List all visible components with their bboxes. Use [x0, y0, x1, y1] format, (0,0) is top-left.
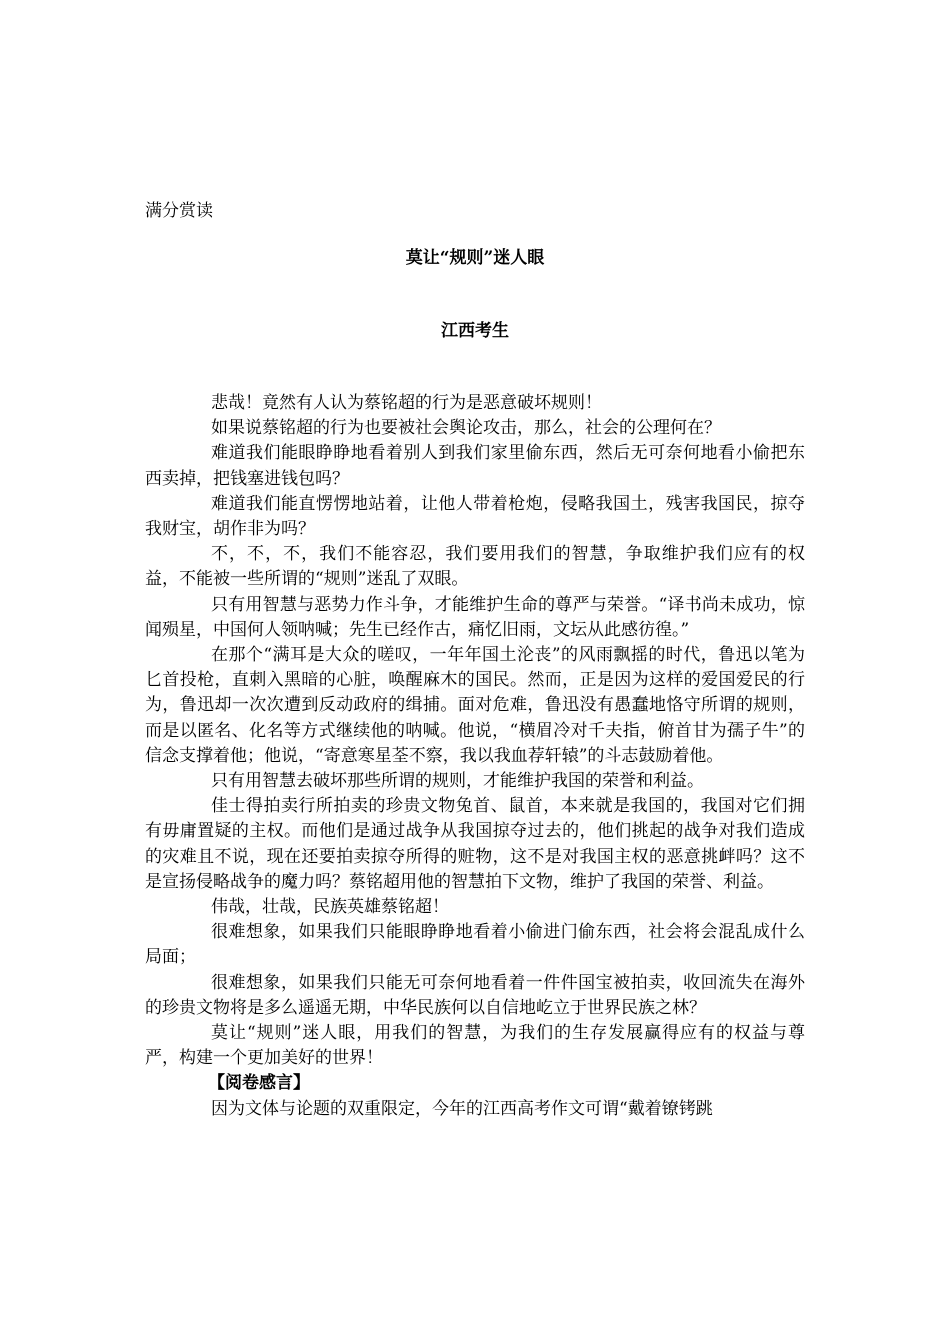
paragraph: 很难想象，如果我们只能无可奈何地看着一件件国宝被拍卖，收回流失在海外的珍贵文物将是多么遥遥无期，中华民族何以自信地屹立于世界民族之林？ — [145, 972, 805, 1018]
paragraph: 悲哉！竟然有人认为蔡铭超的行为是恶意破坏规则！ — [211, 393, 602, 413]
review-paragraph: 因为文体与论题的双重限定，今年的江西高考作文可谓“戴着镣铐跳 — [211, 1098, 713, 1119]
paragraph: 只有用智慧与恶势力作斗争，才能维护生命的尊严与荣誉。“译书尚未成功，惊闻殒星，中国何人领呐喊；先生已经作古，痛忆旧雨，文坛从此感彷徨。” — [145, 594, 805, 640]
paragraph: 如果说蔡铭超的行为也要被社会舆论攻击，那么，社会的公理何在？ — [211, 418, 721, 439]
paragraph: 只有用智慧去破坏那些所谓的规则，才能维护我国的荣誉和利益。 — [211, 771, 704, 792]
essay-body — [145, 391, 805, 1122]
paragraph: 不，不，不，我们不能容忍，我们要用我们的智慧，争取维护我们应有的权益，不能被一些所谓的“规则”迷乱了双眼。 — [145, 544, 805, 590]
paragraph: 莫让“规则”迷人眼，用我们的智慧，为我们的生存发展赢得应有的权益与尊严，构建一个更加美好的世界！ — [145, 1023, 805, 1069]
paragraph: 很难想象，如果我们只能眼睁睁地看着小偷进门偷东西，社会将会混乱成什么局面； — [145, 922, 805, 968]
paragraph: 在那个“满耳是大众的嗟叹，一年年国土沦丧”的风雨飘摇的时代，鲁迅以笔为匕首投枪，直刺入黑暗的心脏，唤醒麻木的国民。然而，正是因为这样的爱国爱民的行为，鲁迅却一次次遭到反动政府的缉捕。面对危难，鲁迅没有愚蠢地恪守所谓的规则，而是以匿名、化名等方式继续他的呐喊。他说，“横眉冷对千夫指，俯首甘为孺子牛”的信念支撑着他；他说，“寄意寒星荃不察，我以我血荐轩辕”的斗志鼓励着他。 — [145, 645, 805, 766]
section-label: 满分赏读 — [145, 201, 213, 221]
paragraph: 伟哉，壮哉，民族英雄蔡铭超！ — [211, 897, 449, 918]
essay-author: 江西考生 — [441, 321, 509, 341]
paragraph: 佳士得拍卖行所拍卖的珍贵文物兔首、鼠首，本来就是我国的，我国对它们拥有毋庸置疑的主权。而他们是通过战争从我国掠夺过去的，他们挑起的战争对我们造成的灾难且不说，现在还要拍卖掠夺所得的赃物，这不是对我国主权的恶意挑衅吗？这不是宣扬侵略战争的魔力吗？蔡铭超用他的智慧拍下文物，维护了我国的荣誉、利益。 — [145, 796, 805, 892]
review-heading: 【阅卷感言】 — [208, 1073, 310, 1094]
paragraph: 难道我们能眼睁睁地看着别人到我们家里偷东西，然后无可奈何地看小偷把东西卖掉，把钱塞进钱包吗？ — [145, 443, 805, 489]
essay-title: 莫让“规则”迷人眼 — [405, 248, 545, 268]
paragraph: 难道我们能直愣愣地站着，让他人带着枪炮，侵略我国土，残害我国民，掠夺我财宝，胡作非为吗？ — [145, 493, 805, 540]
